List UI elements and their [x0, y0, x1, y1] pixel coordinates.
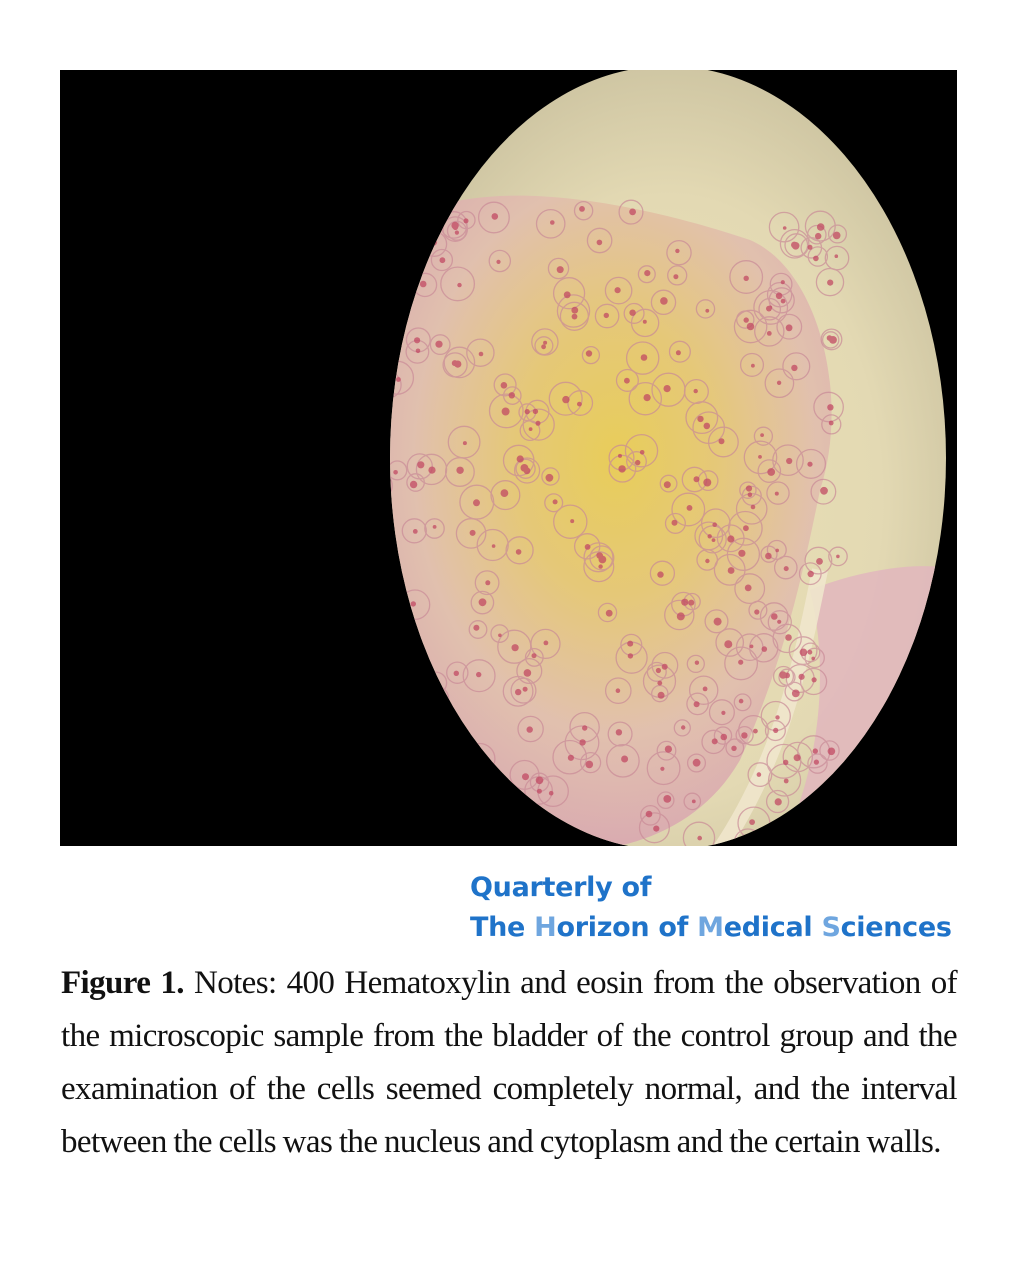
- watermark-part: ciences: [840, 912, 952, 943]
- watermark-line-2: [470, 908, 970, 948]
- microscopy-image: [60, 70, 957, 846]
- figure-label: Figure 1.: [61, 965, 184, 1001]
- journal-watermark: [470, 868, 970, 948]
- watermark-part: he: [488, 912, 535, 943]
- watermark-line-1: Quarterly of: [470, 872, 652, 903]
- microscope-field-of-view: [60, 70, 957, 846]
- watermark-part: M: [697, 912, 724, 943]
- watermark-part: H: [534, 912, 557, 943]
- watermark-part: S: [821, 912, 841, 943]
- watermark-part: T: [470, 912, 489, 943]
- figure-caption: [61, 957, 957, 1169]
- watermark-part: orizon of: [556, 912, 698, 943]
- figure-caption-text: Notes: 400 Hematoxylin and eosin from the observation of the microscopic sample from the bladder of the control group and the examination of the cells seemed completely normal, and the interval between the cells was the nucleus and cytoplasm and the certain walls.: [61, 965, 957, 1160]
- watermark-part: edical: [723, 912, 822, 943]
